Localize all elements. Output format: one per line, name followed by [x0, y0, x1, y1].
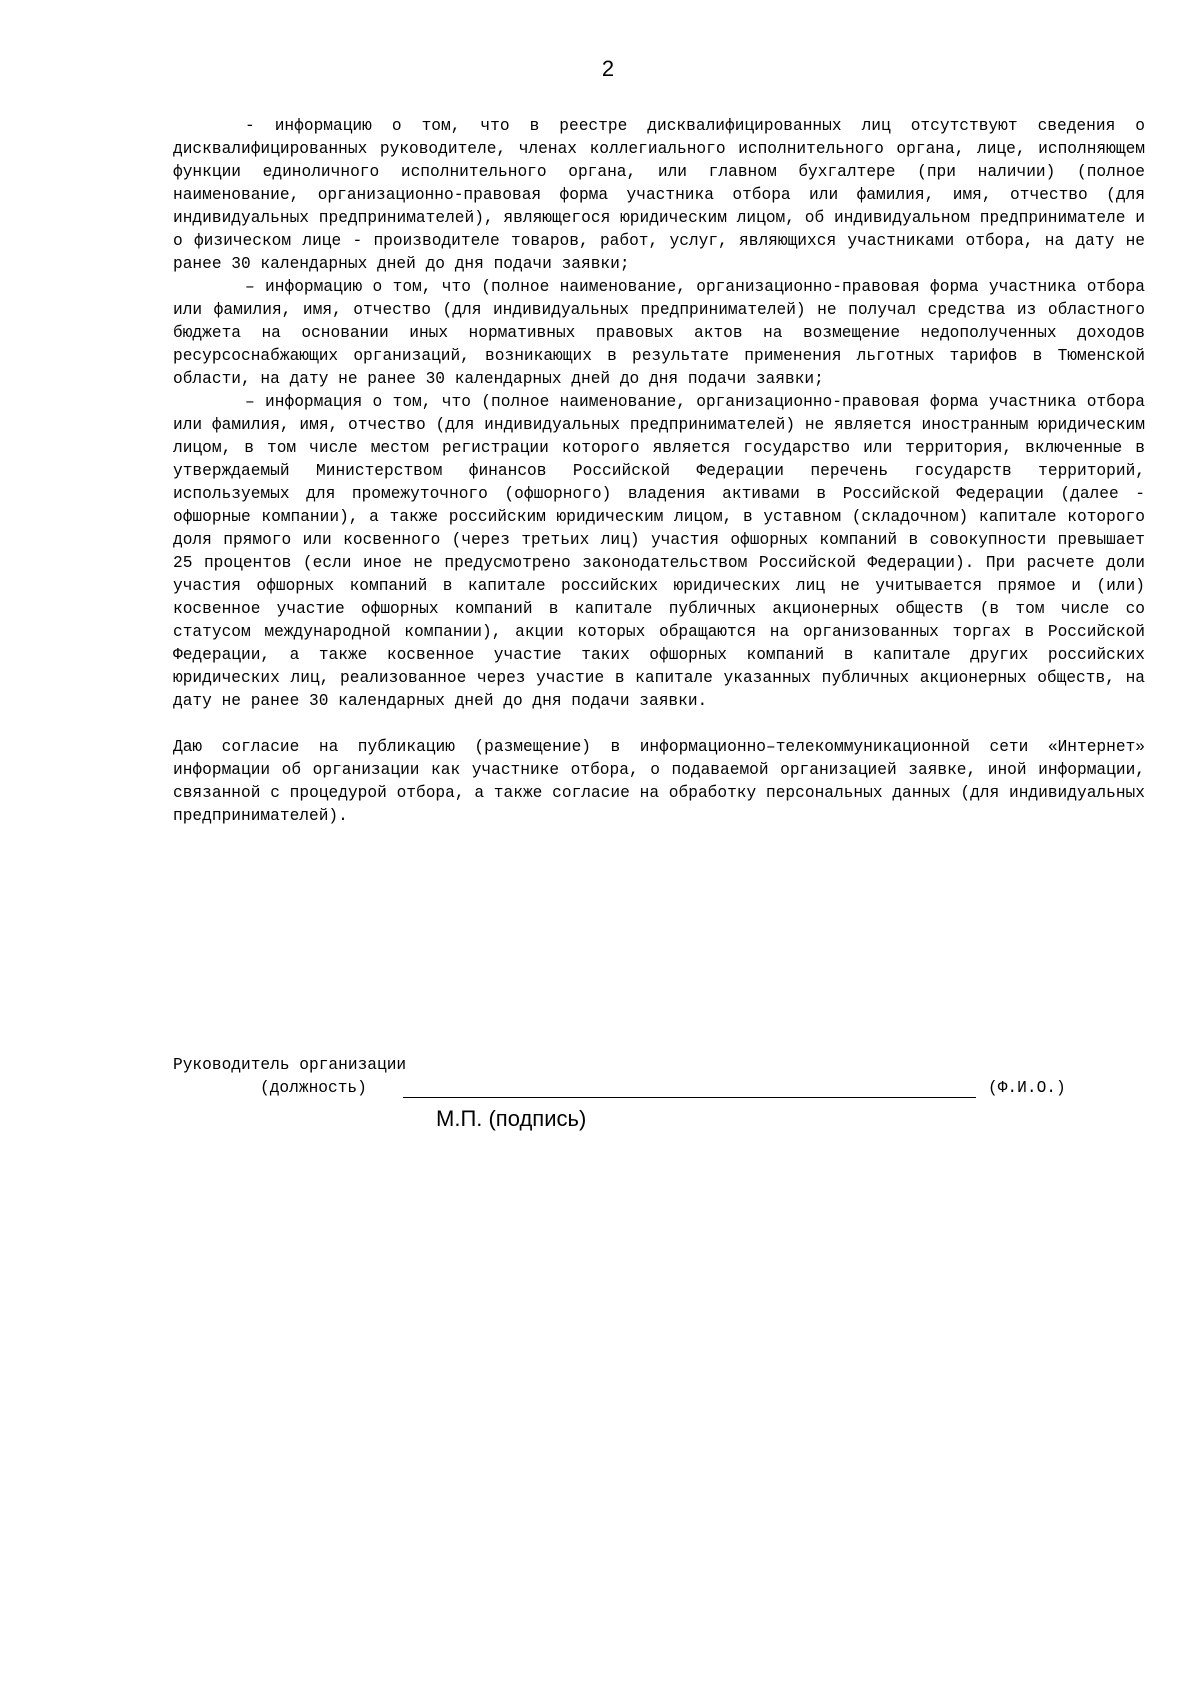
signature-title: Руководитель организации — [173, 1056, 407, 1074]
signature-row — [173, 1077, 1145, 1100]
stamp-label: М.П. (подпись) — [436, 1106, 587, 1131]
fio-label: (Ф.И.О.) — [988, 1079, 1066, 1097]
page-number: 2 — [601, 56, 615, 81]
signature-block — [173, 1054, 1145, 1100]
document-body — [173, 115, 1145, 828]
paragraph-disqualified-persons: - информацию о том, что в реестре дисквалифицированных лиц отсутствуют сведения о дисквалифицированных руководителе, членах коллегиального исполнительного органа, лице, исполняющем функции единоличного исполнительного органа, или главном бухгалтере (при наличии) (полное наименование, организационно-правовая форма участника отбора или фамилия, имя, отчество (для индивидуальных предпринимателей), являющегося юридическим лицом, об индивидуальном предпринимателе и о физическом лице - производителе товаров, работ, услуг, являющихся участниками отбора, на дату не ранее 30 календарных дней до дня подачи заявки; — [173, 117, 1145, 273]
paragraph-consent: Даю согласие на публикацию (размещение) в информационно–телекоммуникационной сети «Интернет» информации об организации как участнике отбора, о подаваемой организацией заявке, иной информации, связанной с процедурой отбора, а также согласие на обработку персональных данных (для индивидуальных предпринимателей). — [173, 738, 1145, 825]
paragraph-offshore-companies: – информация о том, что (полное наименование, организационно-правовая форма участника отбора или фамилия, имя, отчество (для индивидуальных предпринимателей) не является иностранным юридическим лицом, в том числе местом регистрации которого является государство или территория, включенные в утверждаемый Министерством финансов Российской Федерации перечень государств территорий, используемых для промежуточного (офшорного) владения активами в Российской Федерации (далее - офшорные компании), а также российским юридическим лицом, в уставном (складочном) капитале которого доля прямого или косвенного (через третьих лиц) участия офшорных компаний в совокупности превышает 25 процентов (если иное не предусмотрено законодательством Российской Федерации). При расчете доли участия офшорных компаний в капитале российских юридических лиц не учитывается прямое и (или) косвенное участие офшорных компаний в капитале публичных акционерных обществ (в том числе со статусом международной компании), акции которых обращаются на организованных торгах в Российской Федерации, а также косвенное участие таких офшорных компаний в капитале других российских юридических лиц, реализованное через участие в капитале указанных публичных акционерных обществ, на дату не ранее 30 календарных дней до дня подачи заявки. — [173, 393, 1145, 710]
position-label: (должность) — [260, 1079, 367, 1097]
paragraph-regional-budget-funds: – информацию о том, что (полное наименование, организационно-правовая форма участника отбора или фамилия, имя, отчество (для индивидуальных предпринимателей) не получал средства из областного бюджета на основании иных нормативных правовых актов на возмещение недополученных доходов ресурсоснабжающих организаций, возникающих в результате применения льготных тарифов в Тюменской области, на дату не ранее 30 календарных дней до дня подачи заявки; — [173, 278, 1145, 388]
signature-line — [403, 1097, 976, 1098]
